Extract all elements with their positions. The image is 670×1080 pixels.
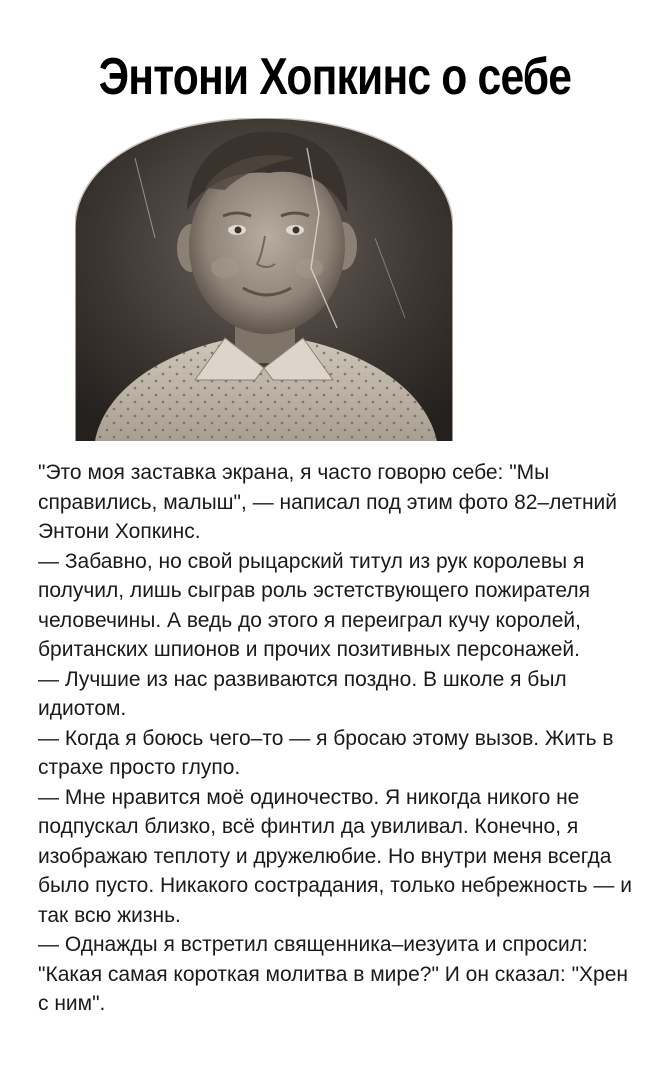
quote-text bbox=[38, 458, 638, 1019]
quote-paragraph: — Мне нравится моё одиночество. Я никогда никого не подпускал близко, всё финтил да увиливал. Конечно, я изображаю теплоту и дружелюбие. Но внутри меня всегда было пусто. Никакого сострадания, только небрежность — и так всю жизнь. bbox=[38, 785, 632, 927]
quote-paragraph: — Лучшие из нас развиваются поздно. В школе я был идиотом. bbox=[38, 667, 567, 720]
quote-paragraph: "Это моя заставка экрана, я часто говорю себе: "Мы справились, малыш", — написал под этим фото 82–летний Энтони Хопкинс. bbox=[38, 461, 618, 543]
page-title: Энтони Хопкинс о себе bbox=[98, 47, 572, 106]
childhood-photo bbox=[75, 118, 453, 441]
quote-paragraph: — Однажды я встретил священника–иезуита и спросил: "Какая самая короткая молитва в мире?" И он сказал: "Хрен с ним". bbox=[38, 933, 629, 1015]
childhood-portrait-photo-icon bbox=[75, 118, 453, 441]
quote-paragraph: — Забавно, но свой рыцарский титул из рук королевы я получил, лишь сыграв роль эстетствующего пожирателя человечины. А ведь до этого я переиграл кучу королей, британских шпионов и прочих позитивных персонажей. bbox=[38, 549, 591, 661]
quote-paragraph: — Когда я боюсь чего–то — я бросаю этому вызов. Жить в страхе просто глупо. bbox=[38, 726, 614, 779]
